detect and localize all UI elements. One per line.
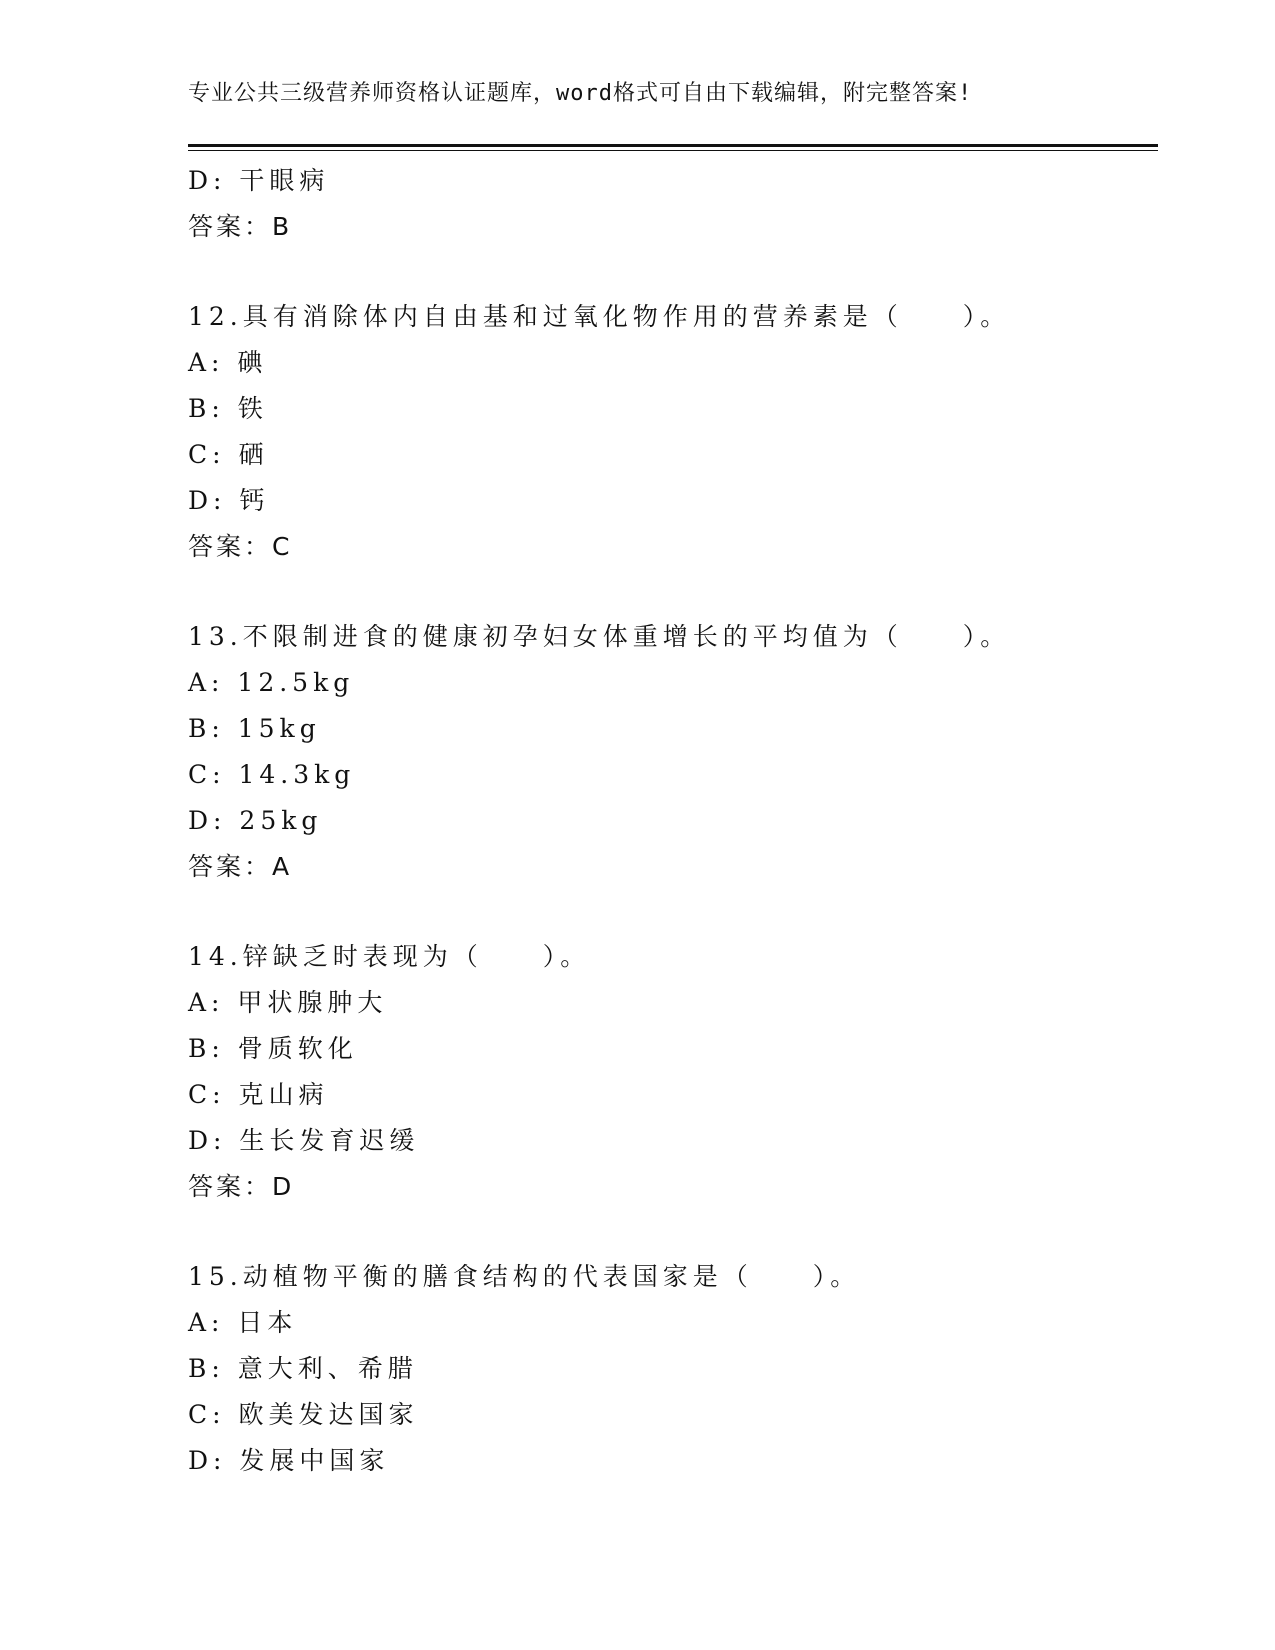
option-a: A: 12.5kg [188,668,355,697]
question-stem: 15.动植物平衡的膳食结构的代表国家是（ ）。 [188,1262,861,1291]
option-b: B: 意大利、希腊 [188,1354,418,1383]
spacer [188,250,1158,294]
question-15 [188,1254,1158,1484]
option-d: D: 生长发育迟缓 [188,1126,420,1155]
question-list [188,158,1158,1484]
question-stem: 12.具有消除体内自由基和过氧化物作用的营养素是（ ）。 [188,302,1011,331]
question-12 [188,294,1158,570]
spacer [188,570,1158,614]
spacer [188,890,1158,934]
question-stem: 13.不限制进食的健康初孕妇女体重增长的平均值为（ ）。 [188,622,1011,651]
question-14 [188,934,1158,1210]
option-b: B: 骨质软化 [188,1034,358,1063]
option-d: D: 钙 [188,486,270,515]
option-a: A: 碘 [188,348,268,377]
option-d: D: 发展中国家 [188,1446,390,1475]
option-d: D: 25kg [188,806,323,835]
option-b: B: 铁 [188,394,268,423]
answer: 答案：C [188,532,293,561]
page-header: 专业公共三级营养师资格认证题库，word格式可自由下载编辑，附完整答案! [188,81,973,106]
option-b: B: 15kg [188,714,321,743]
carryover-option-d: D: 干眼病 [188,166,330,195]
option-a: A: 甲状腺肿大 [188,988,388,1017]
question-stem: 14.锌缺乏时表现为（ ）。 [188,942,591,971]
header-rule-thin [188,150,1158,151]
option-c: C: 硒 [188,440,269,469]
option-c: C: 14.3kg [188,760,356,789]
option-c: C: 欧美发达国家 [188,1400,419,1429]
option-a: A: 日本 [188,1308,298,1337]
answer: 答案：D [188,1172,295,1201]
answer: 答案：A [188,852,293,881]
option-c: C: 克山病 [188,1080,329,1109]
header-rule-thick [188,144,1158,147]
carryover-answer: 答案：B [188,212,293,241]
spacer [188,1210,1158,1254]
question-13 [188,614,1158,890]
